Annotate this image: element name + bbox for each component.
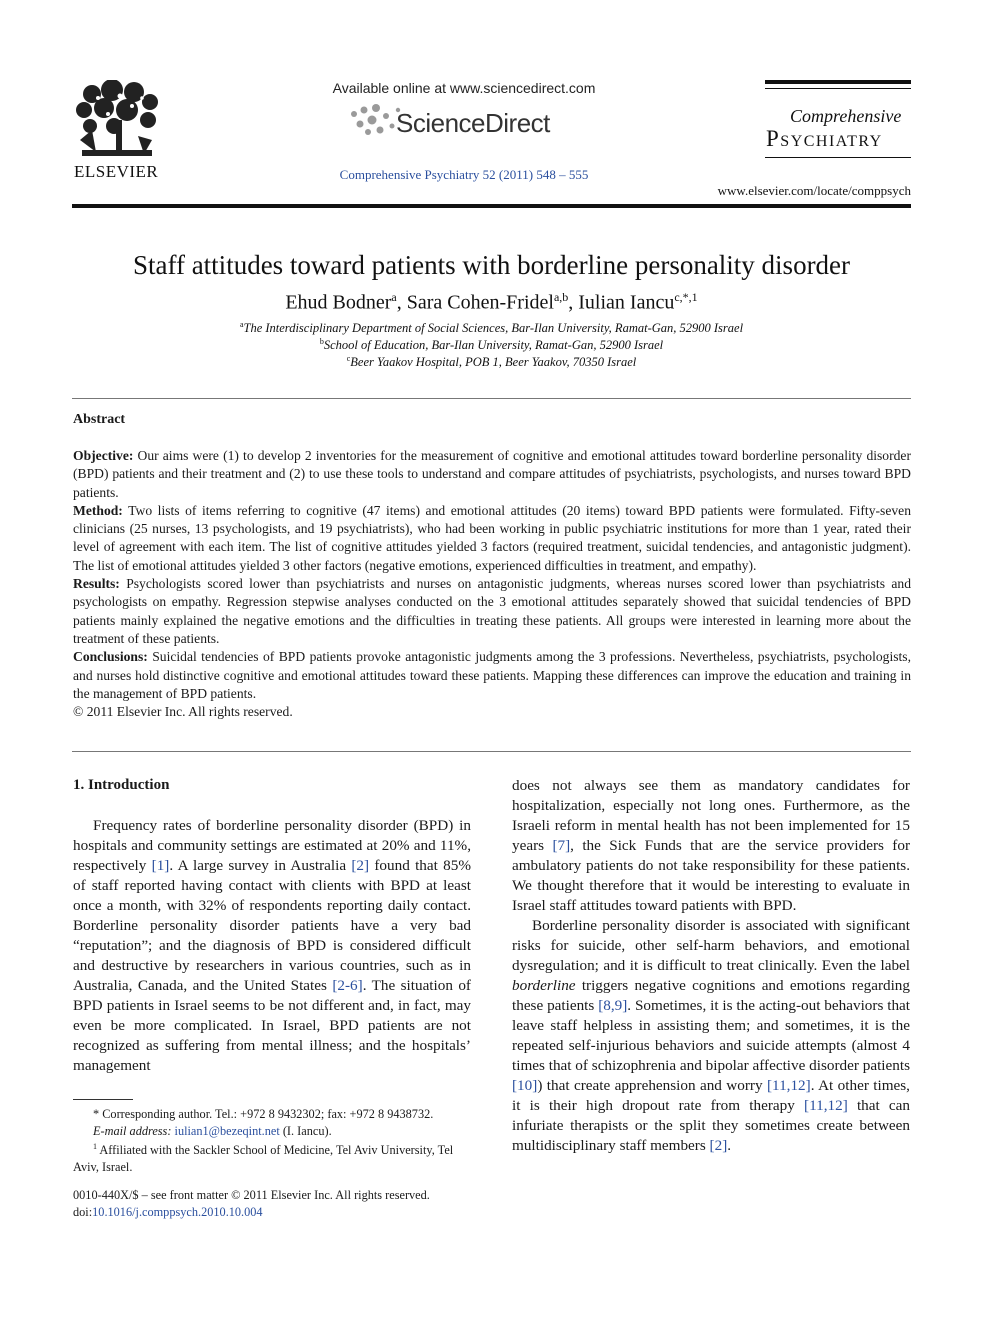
reference-link[interactable]: [1]: [151, 857, 170, 874]
journal-logo-mid-rule: [765, 88, 911, 89]
text-run: .: [727, 1137, 732, 1154]
text-run: , the Sick Funds that are the service providers for ambulatory patients do not take responsibility for these patients. We thought therefore that it would be interesting to evaluate in Israel staff attitudes toward patients with BPD.: [512, 837, 911, 914]
author-affiliation-mark: a,b: [553, 290, 569, 304]
email-label: E-mail address:: [93, 1123, 172, 1138]
header-rule: [72, 204, 911, 208]
text-run: that can infuriate therapists or the split they sometimes create between multidisciplinary staff members: [512, 1097, 911, 1154]
reference-link[interactable]: [2]: [351, 857, 370, 874]
doi-link[interactable]: 10.1016/j.comppsych.2010.10.004: [92, 1204, 263, 1219]
email-note: [73, 1123, 471, 1140]
author-list: Ehud Bodner$^a$, Sara Cohen-Fridel$^{a,b}$, Iulian Iancu$^{c,*,1}$: [285, 290, 698, 314]
text-run: found that 85% of staff reported having contact with clients with BPD at least once a month, with 32% of respondents reporting daily contact. Borderline personality disorder patients have a very bad “reputation”; and the diagnosis of BPD is considered difficult and destructive by researchers in various countries, such as in Australia, Canada, and the United States: [73, 857, 471, 994]
objective-text: Our aims were (1) to develop 2 inventories for the measurement of cognitive and emotional attitudes toward borderline personality disorder (BPD) patients and their treatment and (2) to use these tools to understand and compare attitudes of psychiatrists, psychologists, and nurses toward BPD patients.: [73, 448, 911, 500]
doi-label: doi:: [73, 1204, 93, 1219]
results-text: Psychologists scored lower than psychiatrists and nurses on antagonistic judgments, whereas nurses scored lower than psychiatrists and psychologists on empathy. Regression stepwise analyses conducted on the 3 emotional attitudes separately showed that suicidal tendencies of BPD patients mainly explained the negative emotions and the difficulties in treating these patients. All groups were interested in learning more about the treatment of these patients.: [73, 576, 911, 646]
affiliation-mark: a: [239, 320, 244, 329]
reference-link[interactable]: [10]: [512, 1077, 538, 1094]
affiliation-mark: b: [319, 337, 324, 346]
available-online-text[interactable]: Available online at www.sciencedirect.com: [332, 80, 596, 96]
journal-url-link[interactable]: www.elsevier.com/locate/comppsych: [717, 183, 911, 198]
author-name: Sara Cohen-Fridel: [406, 291, 554, 314]
doi-line: [73, 1204, 493, 1221]
intro-paragraph: [512, 916, 910, 1156]
abstract-top-rule: [72, 398, 911, 399]
conclusions-label: Conclusions:: [73, 649, 148, 665]
text-run: . Sometimes, it is the acting-out behaviors that leave staff helpless in assisting them; and sometimes, it is the repeated self-injurious behaviors and suicide attempts (almost 4 times that of schizophrenia and bipolar affective disorder patients: [512, 997, 910, 1074]
sciencedirect-wordmark: ScienceDirect: [396, 108, 550, 138]
journal-logo-bottom-rule: [765, 157, 911, 158]
front-matter-block: [73, 1187, 493, 1220]
abstract-heading: Abstract: [73, 412, 126, 427]
affiliation-mark: c: [346, 354, 351, 363]
reference-link[interactable]: [2-6]: [332, 977, 363, 994]
email-link[interactable]: iulian1@bezeqint.net: [174, 1123, 280, 1138]
affiliation-text: The Interdisciplinary Department of Social Sciences, Bar-Ilan University, Ramat-Gan, 52900 Israel: [243, 321, 744, 336]
affiliation-a: [72, 320, 911, 336]
journal-logo-top-rule: [765, 80, 911, 84]
results-label: Results:: [73, 576, 120, 592]
author-name: Iulian Iancu: [578, 291, 675, 314]
elsevier-wordmark: ELSEVIER: [74, 162, 159, 181]
affiliation-c: [72, 354, 911, 370]
intro-paragraph-continued: [512, 776, 910, 916]
abstract-copyright: © 2011 Elsevier Inc. All rights reserved.: [73, 704, 293, 720]
text-run: Borderline personality disorder is associated with significant risks for suicide, other self-harm behaviors, and emotional dysregulation; and it is difficult to treat clinically. Even the label: [512, 917, 910, 974]
left-column: [73, 816, 471, 1076]
text-run: . The situation of BPD patients in Israel seems to be not different and, in fact, may even be more complicated. In Israel, BPD patients are not recognized as suffering from mental illness; and the hospitals’ management: [73, 977, 471, 1074]
affiliation-footnote: [73, 1139, 471, 1175]
affiliation-b: [72, 337, 911, 353]
journal-citation-link[interactable]: Comprehensive Psychiatry 52 (2011) 548 – 555: [339, 167, 589, 182]
footnote-text: Affiliated with the Sackler School of Medicine, Tel Aviv University, Tel Aviv, Israel.: [73, 1143, 454, 1174]
right-column: [512, 776, 910, 1156]
text-run: does not always see them as mandatory candidates for hospitalization, especially not long ones. Furthermore, as the Israeli reform in mental health has not been implemented for 15 years: [512, 777, 910, 854]
text-run: triggers negative cognitions and emotions regarding these patients: [512, 977, 910, 1014]
abstract-results: [73, 575, 911, 648]
footnote-rule: [73, 1099, 133, 1100]
method-text: Two lists of items referring to cognitive (47 items) and emotional attitudes (20 items) toward BPD patients were formulated. Fifty-seven clinicians (25 nurses, 13 psychologists, and 19 psychiatrists), who had been working in public psychiatric institutions for more than 1 year, rated their level of agreement with each item. The list of cognitive attitudes yielded 3 factors (required treatment, suicidal tendencies, and antagonistic judgment). The list of emotional attitudes yielded 3 other factors (negative emotions, experienced difficulties in treatment, and empathy).: [73, 502, 911, 573]
reference-link[interactable]: [7]: [552, 837, 571, 854]
journal-logo-comprehensive: Comprehensive: [790, 106, 902, 126]
reference-link[interactable]: [8,9]: [598, 997, 628, 1014]
affiliation-text: School of Education, Bar-Ilan University, Ramat-Gan, 52900 Israel: [323, 338, 664, 353]
section-heading-introduction: 1. Introduction: [73, 777, 170, 793]
reference-link[interactable]: [2]: [709, 1137, 728, 1154]
abstract-conclusions: [73, 648, 911, 703]
journal-logo-psychiatry: Psychiatry: [766, 126, 883, 151]
abstract-method: [73, 502, 911, 575]
author-affiliation-mark: c,*,1: [674, 290, 698, 304]
method-label: Method:: [73, 502, 123, 518]
text-run: ) that create apprehension and worry: [537, 1077, 767, 1094]
email-suffix: (I. Iancu).: [279, 1123, 332, 1138]
conclusions-text: Suicidal tendencies of BPD patients provoke antagonistic judgments among the 3 professions. Nevertheless, psychiatrists, psychologists, and nurses hold distinctive cognitive and emotional attitudes toward these patients. Mapping these differences can improve the education and training in the management of BPD patients.: [73, 649, 911, 701]
footnotes: [73, 1106, 471, 1175]
intro-paragraph: [73, 816, 471, 1076]
abstract-objective: [73, 447, 911, 502]
affiliation-text: Beer Yaakov Hospital, POB 1, Beer Yaakov, 70350 Israel: [350, 355, 637, 370]
reference-link[interactable]: [11,12]: [804, 1097, 848, 1114]
corresponding-author-note: * Corresponding author. Tel.: +972 8 9432302; fax: +972 8 9438732.: [93, 1107, 434, 1121]
author-name: Ehud Bodner: [285, 291, 392, 314]
text-run: . At other times, it is their high dropout rate from therapy: [512, 1077, 910, 1114]
emphasis-text: borderline: [512, 977, 576, 994]
front-matter-text: 0010-440X/$ – see front matter © 2011 Elsevier Inc. All rights reserved.: [73, 1188, 430, 1202]
footnote-mark: 1: [93, 1142, 97, 1152]
text-run: . A large survey in Australia: [169, 857, 352, 874]
article-title: Staff attitudes toward patients with borderline personality disorder: [132, 250, 851, 280]
text-run: Frequency rates of borderline personality disorder (BPD) in hospitals and community settings are estimated at 20% and 11%, respectively: [73, 817, 471, 874]
reference-link[interactable]: [11,12]: [766, 1077, 811, 1094]
abstract-bottom-rule: [72, 751, 911, 752]
objective-label: Objective:: [73, 448, 134, 463]
abstract-body: [73, 447, 911, 721]
author-affiliation-mark: a: [391, 290, 397, 304]
